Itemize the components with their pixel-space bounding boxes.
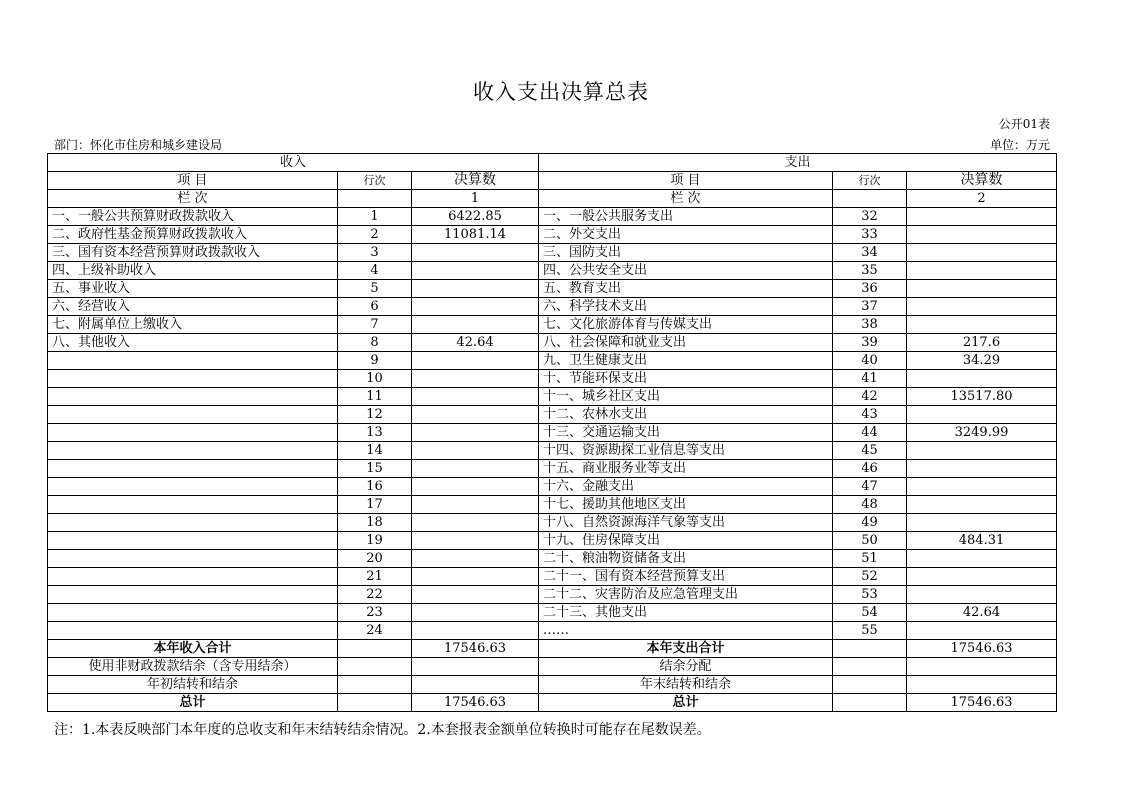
expense-amount-cell [907,460,1057,478]
income-row-no-cell: 11 [338,388,412,406]
form-number: 公开01表 [998,117,1050,131]
expense-amount-cell [907,280,1057,298]
table-row [48,478,1057,496]
expense-amount-cell: 3249.99 [907,424,1057,442]
income-amount-cell [412,568,539,586]
table-row [48,280,1057,298]
income-amount-cell [412,370,539,388]
expense-item-cell: 二十一、国有资本经营预算支出 [539,568,833,586]
expense-row-no-cell: 54 [833,604,907,622]
expense-amount-cell [907,262,1057,280]
expense-row-no-cell: 47 [833,478,907,496]
income-row-no-cell: 17 [338,496,412,514]
expense-row-no-cell: 41 [833,370,907,388]
table-row [48,568,1057,586]
income-item-cell: 六、经营收入 [48,298,338,316]
header-row-column-index [48,190,1057,208]
department-label: 部门：怀化市住房和城乡建设局 [54,138,223,152]
page-title: 收入支出决算总表 [473,80,649,104]
expense-row-no-header: 行次 [833,172,907,190]
expense-item-cell: 六、科学技术支出 [539,298,833,316]
expense-amount-cell [907,226,1057,244]
expense-item-cell: 十七、援助其他地区支出 [539,496,833,514]
expense-total-label: 总计 [539,694,833,712]
expense-row-no-cell: 33 [833,226,907,244]
expense-amount-cell: 217.6 [907,334,1057,352]
expense-item-cell: 一、一般公共服务支出 [539,208,833,226]
expense-amount-header: 决算数 [907,172,1057,190]
income-amount-cell [412,514,539,532]
income-row-no-cell: 15 [338,460,412,478]
expense-row-no-cell: 45 [833,442,907,460]
income-amount-cell [412,622,539,640]
expense-item-cell: 十九、住房保障支出 [539,532,833,550]
table-row [48,550,1057,568]
income-item-cell [48,406,338,424]
income-item-cell [48,622,338,640]
income-row-no-cell: 9 [338,352,412,370]
expense-column-blank [833,190,907,208]
income-item-cell [48,568,338,586]
income-item-cell [48,550,338,568]
expense-amount-cell [907,370,1057,388]
income-row-no-cell: 12 [338,406,412,424]
expense-amount-cell [907,568,1057,586]
income-amount-cell: 42.64 [412,334,539,352]
expense-row-no-cell: 55 [833,622,907,640]
income-item-cell [48,496,338,514]
expense-item-cell: 四、公共安全支出 [539,262,833,280]
income-amount-cell [412,532,539,550]
income-row-no-cell: 10 [338,370,412,388]
table-row [48,604,1057,622]
income-amount-cell [412,388,539,406]
income-row-no-cell: 18 [338,514,412,532]
expense-amount-cell [907,622,1057,640]
expense-column-index: 2 [907,190,1057,208]
header-row-columns [48,172,1057,190]
income-item-cell [48,370,338,388]
expense-row-no-cell: 32 [833,208,907,226]
income-row-no-cell: 5 [338,280,412,298]
income-amount-cell [412,478,539,496]
unit-label: 单位：万元 [989,138,1050,152]
carryover-row [48,676,1057,694]
income-amount-cell [412,298,539,316]
income-column-label: 栏 次 [48,190,338,208]
expense-amount-cell [907,478,1057,496]
income-year-total-amount: 17546.63 [412,640,539,658]
income-row-no-header: 行次 [338,172,412,190]
income-item-cell [48,604,338,622]
table-row [48,370,1057,388]
income-row-no-cell: 8 [338,334,412,352]
expense-item-cell: 十三、交通运输支出 [539,424,833,442]
expense-item-cell: …… [539,622,833,640]
expense-row-no-cell: 39 [833,334,907,352]
expense-row-no-cell: 42 [833,388,907,406]
income-amount-cell [412,460,539,478]
expense-amount-cell [907,406,1057,424]
income-amount-cell [412,496,539,514]
income-amount-cell [412,442,539,460]
income-amount-cell [412,604,539,622]
expense-amount-cell [907,316,1057,334]
income-year-total-label: 本年收入合计 [48,640,338,658]
income-item-cell [48,514,338,532]
table-row [48,622,1057,640]
expense-item-cell: 三、国防支出 [539,244,833,262]
table-row [48,442,1057,460]
income-item-cell [48,460,338,478]
expense-amount-cell [907,514,1057,532]
table-row [48,460,1057,478]
income-row-no-cell: 1 [338,208,412,226]
income-amount-cell [412,352,539,370]
expense-amount-cell [907,244,1057,262]
table-row [48,352,1057,370]
income-row-no-cell: 24 [338,622,412,640]
income-amount-cell [412,424,539,442]
expense-amount-cell: 484.31 [907,532,1057,550]
income-column-index: 1 [412,190,539,208]
income-item-cell: 一、一般公共预算财政拨款收入 [48,208,338,226]
expense-row-no-cell: 44 [833,424,907,442]
income-row-no-cell: 13 [338,424,412,442]
income-item-header: 项 目 [48,172,338,190]
table-row [48,262,1057,280]
expense-item-cell: 二十二、灾害防治及应急管理支出 [539,586,833,604]
income-nonfiscal-amount [412,658,539,676]
income-row-no-cell: 7 [338,316,412,334]
expense-item-cell: 十一、城乡社区支出 [539,388,833,406]
expense-row-no-cell: 49 [833,514,907,532]
income-total-amount: 17546.63 [412,694,539,712]
income-row-no-cell: 21 [338,568,412,586]
table-row [48,208,1057,226]
expense-row-no-cell: 40 [833,352,907,370]
expense-row-no-cell: 48 [833,496,907,514]
table-row [48,586,1057,604]
grand-total-row [48,694,1057,712]
expense-amount-cell [907,442,1057,460]
header-row-sections [48,154,1057,172]
expense-row-no-cell: 35 [833,262,907,280]
table-row [48,334,1057,352]
table-row [48,244,1057,262]
expense-amount-cell [907,550,1057,568]
table-row [48,514,1057,532]
income-amount-cell: 6422.85 [412,208,539,226]
income-amount-header: 决算数 [412,172,539,190]
income-row-no-cell: 23 [338,604,412,622]
expense-row-no-cell: 46 [833,460,907,478]
expense-row-no-cell: 53 [833,586,907,604]
expense-column-label: 栏 次 [539,190,833,208]
income-row-no-cell: 16 [338,478,412,496]
expense-carryover-label: 年末结转和结余 [539,676,833,694]
income-row-no-cell: 3 [338,244,412,262]
expense-row-no-cell: 50 [833,532,907,550]
income-amount-cell [412,550,539,568]
expense-item-cell: 十、节能环保支出 [539,370,833,388]
income-total-label: 总计 [48,694,338,712]
income-item-cell: 七、附属单位上缴收入 [48,316,338,334]
expense-amount-cell [907,586,1057,604]
income-item-cell [48,478,338,496]
expense-carryover-no [833,676,907,694]
expense-row-no-cell: 34 [833,244,907,262]
income-carryover-no [338,676,412,694]
income-row-no-cell: 2 [338,226,412,244]
income-row-no-cell: 4 [338,262,412,280]
table-row [48,316,1057,334]
income-column-blank [338,190,412,208]
expense-carryover-amount [907,676,1057,694]
expense-section-header: 支出 [539,154,1057,172]
income-nonfiscal-label: 使用非财政拨款结余（含专用结余） [48,658,338,676]
income-year-total-no [338,640,412,658]
income-total-no [338,694,412,712]
expense-row-no-cell: 52 [833,568,907,586]
year-total-row [48,640,1057,658]
table-row [48,226,1057,244]
expense-item-cell: 二十三、其他支出 [539,604,833,622]
expense-item-cell: 二、外交支出 [539,226,833,244]
income-expense-table [47,153,1057,712]
income-row-no-cell: 14 [338,442,412,460]
expense-item-cell: 十五、商业服务业等支出 [539,460,833,478]
income-item-cell: 五、事业收入 [48,280,338,298]
expense-year-total-label: 本年支出合计 [539,640,833,658]
income-item-cell: 八、其他收入 [48,334,338,352]
expense-amount-cell [907,496,1057,514]
expense-row-no-cell: 43 [833,406,907,424]
table-row [48,406,1057,424]
income-item-cell [48,388,338,406]
table-row [48,298,1057,316]
expense-item-cell: 十四、资源勘探工业信息等支出 [539,442,833,460]
income-amount-cell [412,316,539,334]
income-amount-cell [412,244,539,262]
expense-surplus-amount [907,658,1057,676]
income-row-no-cell: 19 [338,532,412,550]
expense-item-cell: 九、卫生健康支出 [539,352,833,370]
income-item-cell [48,424,338,442]
income-item-cell [48,586,338,604]
expense-total-no [833,694,907,712]
expense-item-cell: 七、文化旅游体育与传媒支出 [539,316,833,334]
expense-row-no-cell: 37 [833,298,907,316]
income-amount-cell [412,262,539,280]
expense-item-cell: 十二、农林水支出 [539,406,833,424]
expense-item-cell: 十六、金融支出 [539,478,833,496]
income-item-cell: 二、政府性基金预算财政拨款收入 [48,226,338,244]
expense-item-cell: 二十、粮油物资储备支出 [539,550,833,568]
income-amount-cell [412,406,539,424]
expense-amount-cell: 42.64 [907,604,1057,622]
expense-item-cell: 十八、自然资源海洋气象等支出 [539,514,833,532]
income-row-no-cell: 6 [338,298,412,316]
expense-amount-cell: 34.29 [907,352,1057,370]
expense-item-cell: 五、教育支出 [539,280,833,298]
footnote: 注：1.本表反映部门本年度的总收支和年末结转结余情况。2.本套报表金额单位转换时可能存在尾数误差。 [54,722,711,738]
expense-year-total-no [833,640,907,658]
income-item-cell: 三、国有资本经营预算财政拨款收入 [48,244,338,262]
expense-amount-cell [907,298,1057,316]
income-carryover-label: 年初结转和结余 [48,676,338,694]
expense-surplus-no [833,658,907,676]
expense-year-total-amount: 17546.63 [907,640,1057,658]
income-section-header: 收入 [48,154,539,172]
table-row [48,388,1057,406]
income-amount-cell: 11081.14 [412,226,539,244]
expense-amount-cell: 13517.80 [907,388,1057,406]
expense-total-amount: 17546.63 [907,694,1057,712]
income-nonfiscal-no [338,658,412,676]
income-item-cell: 四、上级补助收入 [48,262,338,280]
income-amount-cell [412,586,539,604]
income-item-cell [48,352,338,370]
expense-row-no-cell: 51 [833,550,907,568]
income-amount-cell [412,280,539,298]
table-row [48,532,1057,550]
expense-item-header: 项 目 [539,172,833,190]
income-row-no-cell: 22 [338,586,412,604]
expense-amount-cell [907,208,1057,226]
nonfiscal-row [48,658,1057,676]
expense-row-no-cell: 38 [833,316,907,334]
income-item-cell [48,532,338,550]
income-row-no-cell: 20 [338,550,412,568]
expense-surplus-label: 结余分配 [539,658,833,676]
income-carryover-amount [412,676,539,694]
table-row [48,496,1057,514]
income-item-cell [48,442,338,460]
table-row [48,424,1057,442]
expense-row-no-cell: 36 [833,280,907,298]
expense-item-cell: 八、社会保障和就业支出 [539,334,833,352]
